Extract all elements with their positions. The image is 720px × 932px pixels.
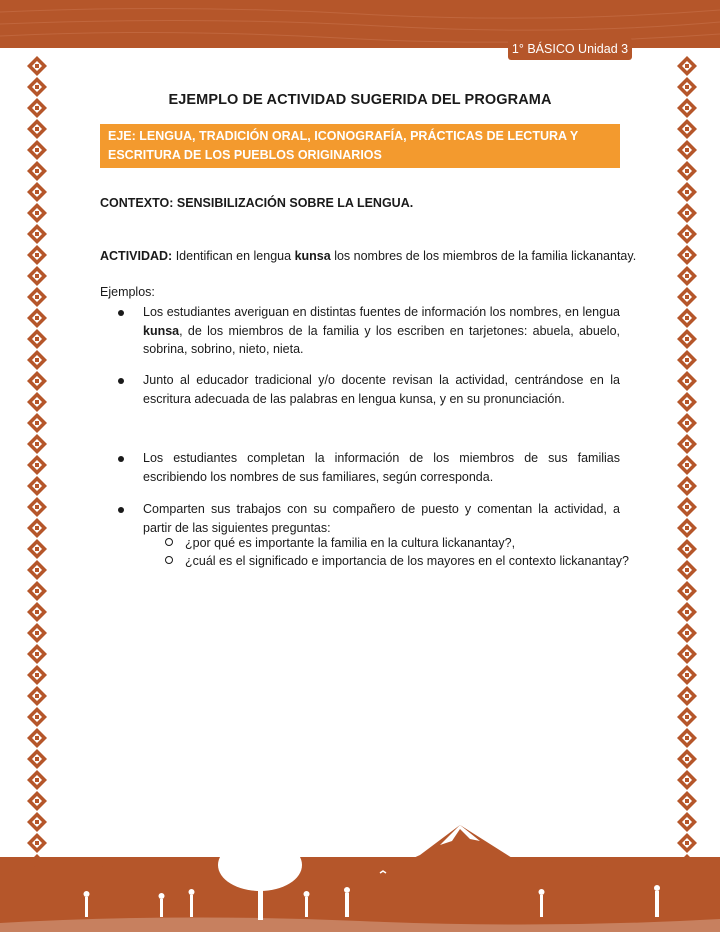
bullet-icon xyxy=(118,310,124,316)
sub-list-item-text: ¿por qué es importante la familia en la cultura lickanantay?, xyxy=(185,536,516,550)
actividad-keyword: kunsa xyxy=(294,249,331,263)
list-item-text: Junto al educador tradicional y/o docente revisan la actividad, centrándose en la escritura adecuada de las palabras en lengua kunsa, y en su pronunciación. xyxy=(143,373,620,406)
bullet-icon xyxy=(118,456,124,462)
bullet-text-after: , de los miembros de la familia y los escriben en tarjetones: abuela, abuelo, sobrina, sobrino, nieto, nieta. xyxy=(143,323,620,356)
list-item-text xyxy=(143,303,620,359)
eje-banner: EJE: LENGUA, TRADICIÓN ORAL, ICONOGRAFÍA, PRÁCTICAS DE LECTURA Y ESCRITURA DE LOS PUEBLOS ORIGINARIOS xyxy=(100,124,620,168)
unit-label: 1° BÁSICO Unidad 3 xyxy=(508,38,632,60)
actividad-text-before: Identifican en lengua xyxy=(175,249,292,263)
bullet-icon xyxy=(118,378,124,384)
left-border-pattern xyxy=(26,55,48,880)
ejemplos-label: Ejemplos: xyxy=(100,285,155,299)
circle-bullet-icon xyxy=(165,556,173,564)
list-item-text: Comparten sus trabajos con su compañero de puesto y comentan la actividad, a partir de las siguientes preguntas: xyxy=(143,502,620,535)
bullet-keyword: kunsa xyxy=(143,323,180,338)
actividad-line xyxy=(100,249,636,263)
list-item xyxy=(118,303,620,359)
footer-hills xyxy=(0,825,720,932)
bullet-text-before: Los estudiantes averiguan en distintas fuentes de información los nombres, en lengua xyxy=(143,305,620,319)
list-item-text: Los estudiantes completan la información de los miembros de sus familias escribiendo los nombres de sus familiares, según corresponda. xyxy=(143,451,620,484)
bullet-icon xyxy=(118,507,124,513)
right-border-pattern xyxy=(676,55,698,880)
list-item xyxy=(118,371,620,408)
actividad-text-after: los nombres de los miembros de la familia lickanantay. xyxy=(334,249,637,263)
sub-list-item-text: ¿cuál es el significado e importancia de los mayores en el contexto lickanantay? xyxy=(185,554,629,568)
footer-landscape-illustration xyxy=(0,815,720,932)
contexto-heading: CONTEXTO: SENSIBILIZACIÓN SOBRE LA LENGUA. xyxy=(100,196,414,210)
actividad-label: ACTIVIDAD: xyxy=(100,249,173,263)
sub-list-item xyxy=(165,534,515,552)
circle-bullet-icon xyxy=(165,538,173,546)
list-item xyxy=(118,449,620,486)
page-title: EJEMPLO DE ACTIVIDAD SUGERIDA DEL PROGRAMA xyxy=(168,92,552,108)
sub-list-item xyxy=(165,552,629,570)
list-item xyxy=(118,500,620,537)
